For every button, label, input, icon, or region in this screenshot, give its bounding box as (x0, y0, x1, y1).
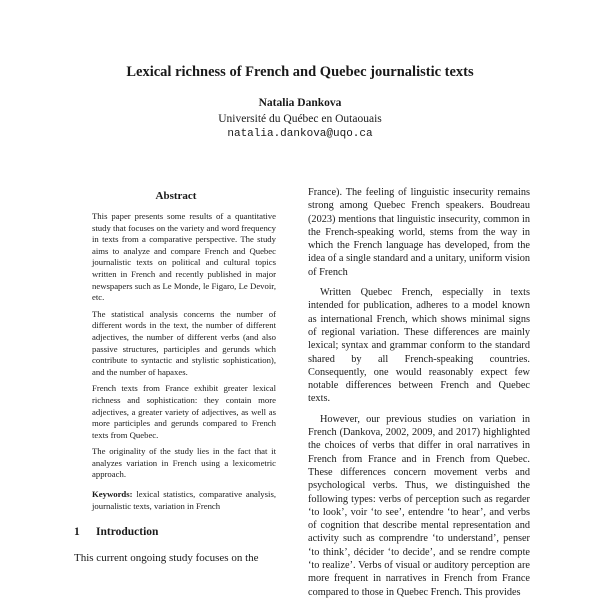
abstract-paragraph-4: The originality of the study lies in the fact that it analyzes variation in French using a lexicometric approach. (92, 446, 276, 480)
abstract-paragraph-3: French texts from France exhibit greater lexical richness and sophistication: they contain more adjectives, a greater variety of adjectives, as well as more participles and gerunds compared to French texts from Quebec. (92, 383, 276, 440)
abstract-paragraph-1: This paper presents some results of a quantitative study that focuses on the variety and word frequency in texts from a comparative perspective. The study aims to analyze and compare French and Quebec journalistic texts on political and cultural topics written in French and recently published in major newspapers such as Le Monde, le Figaro, Le Devoir, etc. (92, 211, 276, 303)
keywords (74, 489, 278, 512)
abstract-paragraph-2: The statistical analysis concerns the number of different words in the text, the number of different adjectives, the number of different verbs (and also passive structures, participles and gerunds which contribute to syntactic and stylistic sophistication), and the number of hapaxes. (92, 308, 276, 377)
section-heading-introduction (74, 526, 278, 538)
section-title: Introduction (96, 526, 159, 539)
author-email: natalia.dankova@uqo.ca (227, 128, 373, 140)
author-block (0, 96, 600, 143)
body-paragraph-3: However, our previous studies on variation in French (Dankova, 2002, 2009, and 2017) highlighted the choices of verbs that differ in oral narratives in French from France and in French from Quebec. These differences concern movement verbs and psychological verbs. Thus, we distinguished the following types: verbs of perception such as regarder ‘to look’, voir ‘to see’, entendre ‘to hear’, and verbs of cognition that describe mental representation and activity such as comprendre ‘to understand’, penser ‘to think’, décider ‘to decide’, and se rendre compte ‘to realize’. Verbs of visual or auditory perception are more frequent in narratives in French from France compared to those in Quebec French. This provides (308, 413, 530, 598)
author-affiliation: Université du Québec en Outaouais (218, 112, 382, 125)
right-column (308, 186, 530, 606)
keywords-label: Keywords: (92, 489, 133, 500)
paper-title: Lexical richness of French and Quebec journalistic texts (126, 64, 474, 80)
author-name: Natalia Dankova (258, 97, 342, 109)
abstract-heading: Abstract (155, 190, 197, 202)
keywords-text: lexical statistics, comparative analysis, journalistic texts, variation in French (92, 489, 277, 511)
body-paragraph-1: France). The feeling of linguistic insecurity remains strong among Quebec French speakers. Boudreau (2023) mentions that linguistic insecurity, common in the French-speaking world, stems from the way in which the French language has developed, from the idea of a single standard and a unitary, uniform vision of French (308, 187, 530, 278)
body-paragraph-2: Written Quebec French, especially in texts intended for publication, adheres to a model known as international French, which shows minimal signs of regional variation. These differences are mainly lexical; syntax and grammar conform to the standard shared by all French-speaking countries. Consequently, one would reasonably expect few notable differences between French and Quebec texts. (308, 287, 530, 405)
section-number: 1 (74, 526, 80, 539)
left-column (74, 190, 278, 565)
introduction-text: This current ongoing study focuses on the (74, 552, 259, 565)
